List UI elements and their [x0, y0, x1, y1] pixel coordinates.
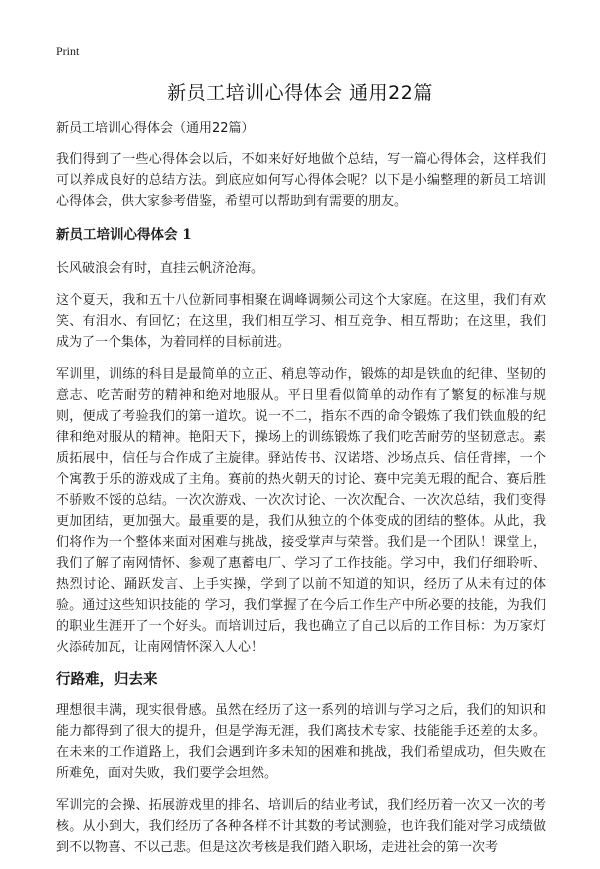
- page-title: 新员工培训心得体会 通用22篇: [167, 82, 433, 104]
- print-link[interactable]: Print: [56, 44, 80, 58]
- intro-paragraph: 我们得到了一些心得体会以后，不如来好好地做个总结，写一篇心得体会，这样我们可以养成良好的总结方法。到底应如何写心得体会呢？以下是小编整理的新员工培训心得体会，供大家参考借鉴，希望可以帮助到有需要的朋友。: [56, 152, 546, 209]
- paragraph: 军训里，训练的科目是最简单的立正、稍息等动作，锻炼的却是铁血的纪律、坚韧的意志、吃苦耐劳的精神和绝对地服从。平日里看似简单的动作有了繁复的标准与规则，便成了考验我们的第一道坎。说一不二，指东不西的命令锻炼了我们铁血般的纪律和绝对服从的精神。艳阳天下，操场上的训练锻炼了我们吃苦耐劳的坚韧意志。素质拓展中，信任与合作成了主旋律。驿站传书、汉诺塔、沙场点兵、信任背摔，一个个寓教于乐的游戏成了主角。赛前的热火朝天的讨论、赛中完美无瑕的配合、赛后胜不骄败不馁的总结。一次次游戏、一次次讨论、一次次配合、一次次总结，我们变得更加团结，更加强大。最重要的是，我们从独立的个体变成的团结的整体。从此，我们将作为一个整体来面对困难与挑战，接受掌声与荣誉。我们是一个团队！课堂上，我们了解了南网情怀、参观了惠蓄电厂、学习了工作技能。学习中，我们仔细聆听、热烈讨论、踊跃发言、上手实操，学到了以前不知道的知识，经历了从未有过的体验。通过这些知识技能的 学习，我们掌握了在今后工作生产中所必要的技能，为我们的职业生涯开了一个好头。而培训过后，我也确立了自己以后的工作目标：为万家灯火添砖加瓦，让南网情怀深入人心！: [56, 367, 546, 655]
- paragraph: 军训完的会操、拓展游戏里的排名、培训后的结业考试，我们经历着一次又一次的考核。从小到大，我们经历了各种各样不计其数的考试测验，也许我们能对学习成绩做到不以物喜、不以己悲。但是这次考核是我们踏入职场，走进社会的第一次考: [56, 798, 546, 855]
- article-subtitle: 新员工培训心得体会（通用22篇）: [56, 121, 255, 136]
- paragraph: 这个夏天，我和五十八位新同事相聚在调峰调频公司这个大家庭。在这里，我们有欢笑、有泪水、有回忆；在这里，我们相互学习、相互竞争、相互帮助；在这里，我们成为了一个集体，为着同样的目标前进。: [56, 293, 546, 350]
- section-heading: 新员工培训心得体会 1: [56, 227, 192, 243]
- paragraph: 理想很丰满，现实很骨感。虽然在经历了这一系列的培训与学习之后，我们的知识和能力都得到了很大的提升，但是学海无涯，我们离技术专家、技能能手还差的太多。在未来的工作道路上，我们会遇到许多未知的困难和挑战，我们希望成功，但失败在所难免，面对失败，我们要学会坦然。: [56, 703, 546, 781]
- section-heading: 行路难，归去来: [56, 671, 158, 688]
- paragraph: 长风破浪会有时，直挂云帆济沧海。: [56, 261, 265, 276]
- article-body: [56, 118, 546, 869]
